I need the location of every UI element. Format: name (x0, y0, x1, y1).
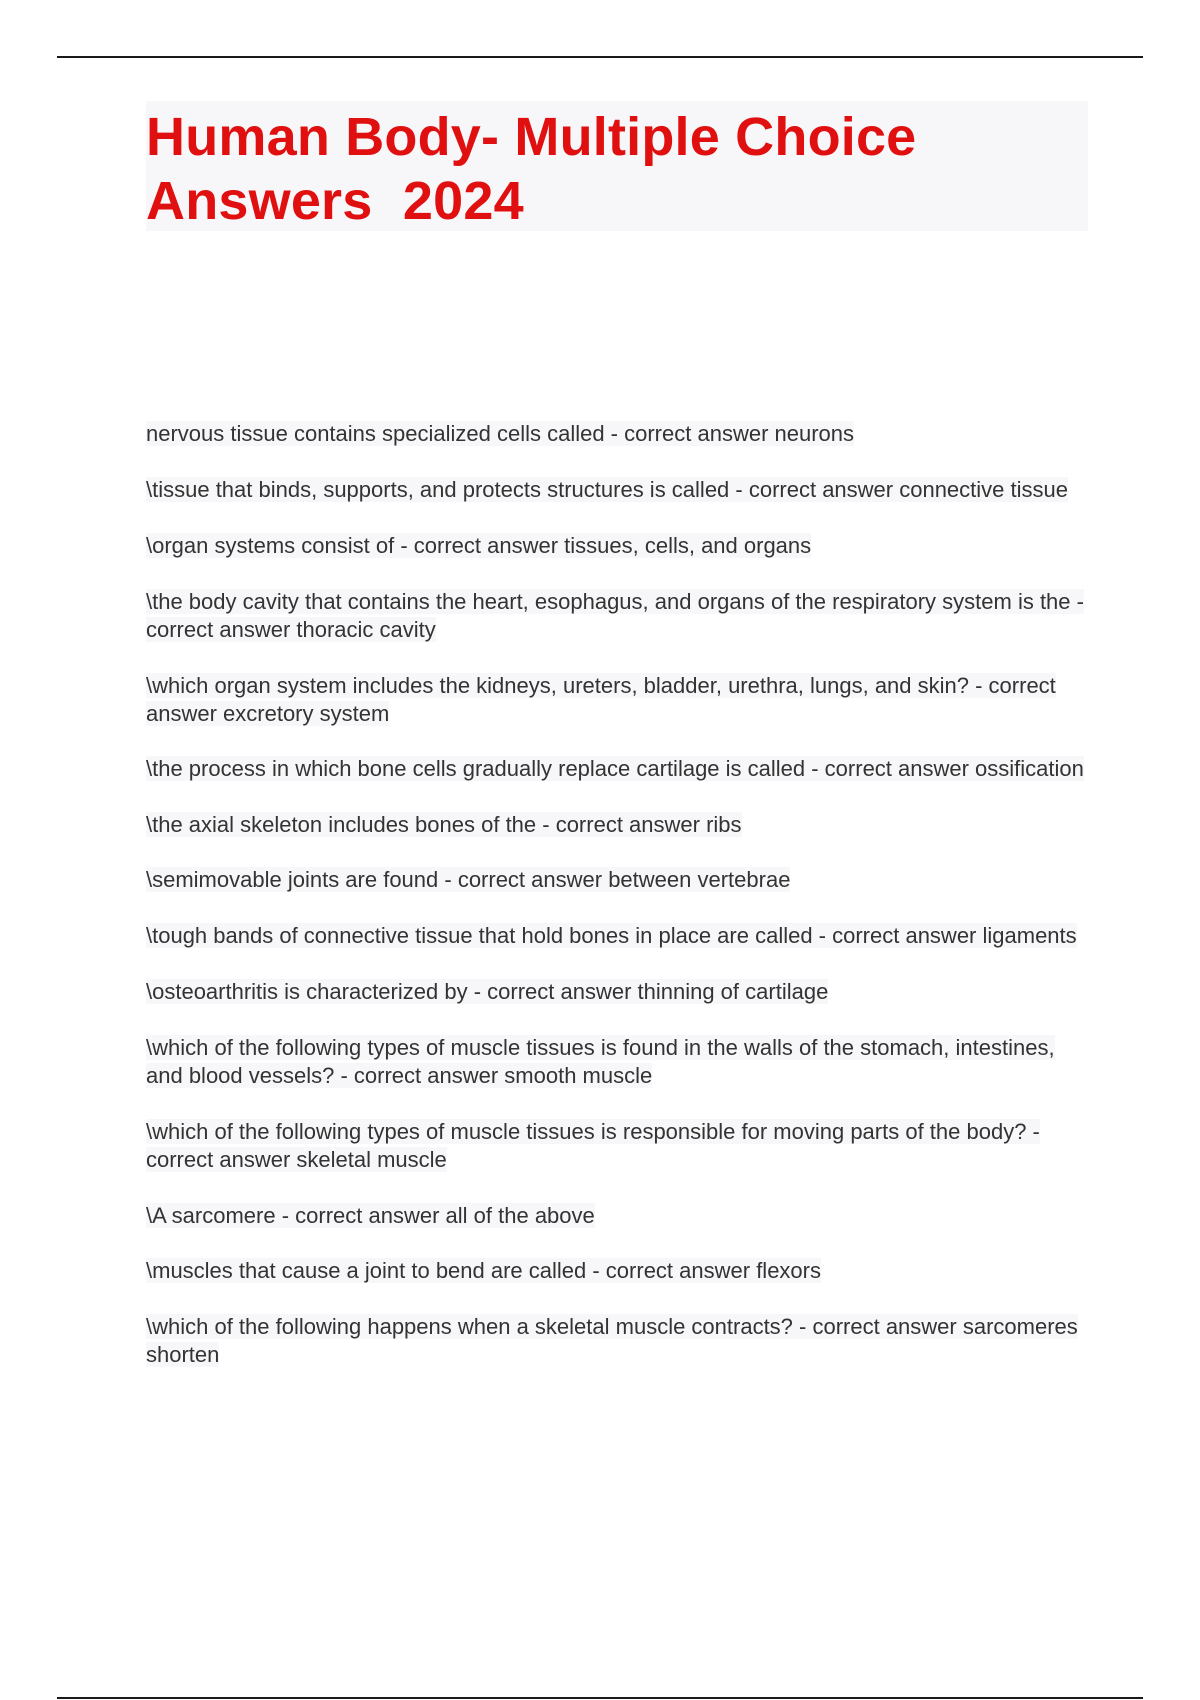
qa-item-5: \which organ system includes the kidneys, ureters, bladder, urethra, lungs, and skin? - correct answer excretory system (146, 673, 1056, 726)
qa-item-4: \the body cavity that contains the heart, esophagus, and organs of the respiratory system is the - correct answer thoracic cavity (146, 589, 1084, 642)
qa-item-13: \A sarcomere - correct answer all of the above (146, 1203, 595, 1228)
qa-item-8: \semimovable joints are found - correct answer between vertebrae (146, 867, 791, 892)
qa-item-10: \osteoarthritis is characterized by - correct answer thinning of cartilage (146, 979, 829, 1004)
qa-item-7: \the axial skeleton includes bones of the - correct answer ribs (146, 812, 742, 837)
qa-item-1: nervous tissue contains specialized cells called - correct answer neurons (146, 421, 855, 446)
qa-item-3: \organ systems consist of - correct answer tissues, cells, and organs (146, 533, 812, 558)
qa-item-2: \tissue that binds, supports, and protects structures is called - correct answer connective tissue (146, 477, 1068, 502)
top-rule (57, 56, 1143, 58)
qa-item-15: \which of the following happens when a skeletal muscle contracts? - correct answer sarcomeres shorten (146, 1314, 1078, 1367)
qa-item-12: \which of the following types of muscle tissues is responsible for moving parts of the body? - correct answer skeletal muscle (146, 1119, 1040, 1172)
qa-item-14: \muscles that cause a joint to bend are called - correct answer flexors (146, 1258, 821, 1283)
page-title: Human Body- Multiple Choice Answers 2024 (146, 107, 930, 231)
title-block (146, 101, 1088, 231)
bottom-rule (57, 1697, 1143, 1699)
qa-list (146, 420, 1086, 1369)
qa-item-11: \which of the following types of muscle tissues is found in the walls of the stomach, intestines, and blood vessels? - correct answer smooth muscle (146, 1035, 1055, 1088)
qa-item-9: \tough bands of connective tissue that hold bones in place are called - correct answer ligaments (146, 923, 1077, 948)
qa-item-6: \the process in which bone cells gradually replace cartilage is called - correct answer ossification (146, 756, 1084, 781)
